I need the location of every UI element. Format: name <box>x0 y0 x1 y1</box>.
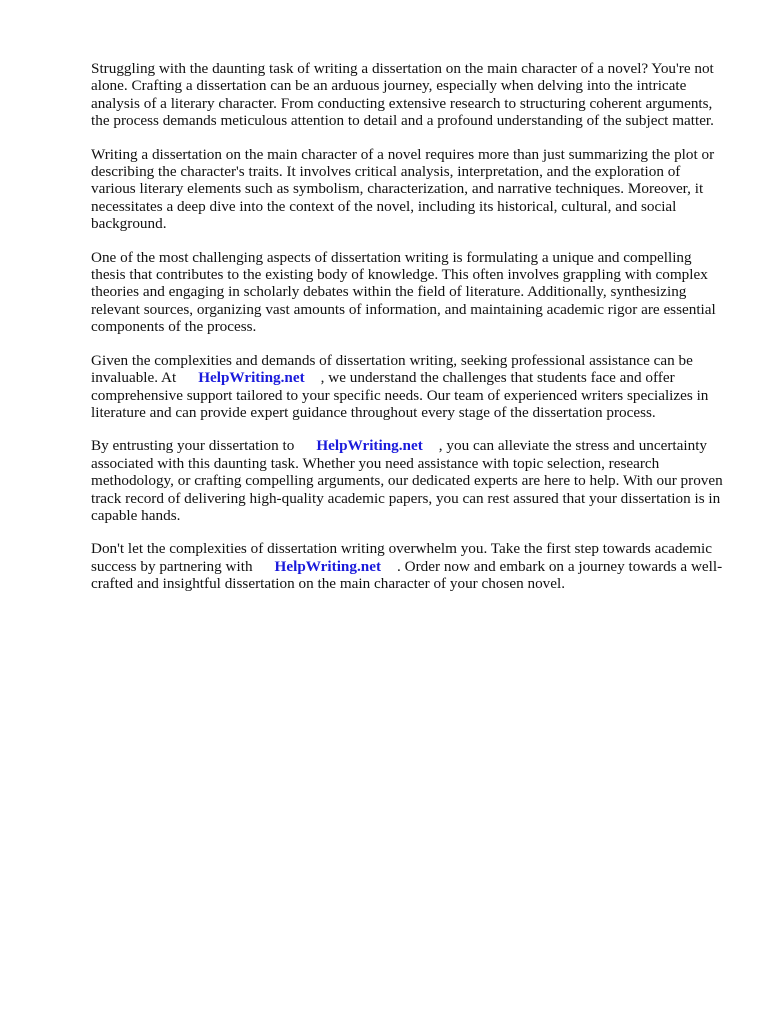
paragraph-assistance <box>91 352 725 422</box>
paragraph-intro: Struggling with the daunting task of writing a dissertation on the main character of a novel? You're not alone. Crafting a dissertation can be an arduous journey, especially when delving into the intricate analysis of a literary character. From conducting extensive research to structuring coherent arguments, the process demands meticulous attention to detail and a profound understanding of the subject matter. <box>91 60 714 130</box>
paragraph-assistance-text-after: , we understand the challenges that students face and offer comprehensive support tailored to your specific needs. Our team of experienced writers specializes in literature and can provide expert guidance throughout every stage of the dissertation process. <box>91 369 709 421</box>
paragraph-challenges: One of the most challenging aspects of dissertation writing is formulating a unique and compelling thesis that contributes to the existing body of knowledge. This often involves grappling with complex theories and engaging in scholarly debates within the field of literature. Additionally, synthesizing relevant sources, organizing vast amounts of information, and maintaining academic rigor are essential components of the process. <box>91 248 716 336</box>
document-body <box>91 60 725 609</box>
paragraph-requirements: Writing a dissertation on the main character of a novel requires more than just summarizing the plot or describing the character's traits. It involves critical analysis, interpretation, and the exploration of various literary elements such as symbolism, characterization, and narrative techniques. Moreover, it necessitates a deep dive into the context of the novel, including its historical, cultural, and social background. <box>91 145 715 233</box>
paragraph-assistance-text-before: Given the complexities and demands of dissertation writing, seeking professional assistance can be invaluable. At <box>91 351 693 387</box>
paragraph-entrusting-text-after: , you can alleviate the stress and uncertainty associated with this daunting task. Whether you need assistance with topic selection, research methodology, or crafting compelling arguments, our dedicated experts are here to help. With our proven track record of delivering high-quality academic papers, you can rest assured that your dissertation is in capable hands. <box>91 437 723 524</box>
paragraph-call-to-action-text-before: Don't let the complexities of dissertation writing overwhelm you. Take the first step towards academic success by partnering with <box>91 540 712 575</box>
paragraph-entrusting <box>91 437 725 524</box>
helpwriting-link[interactable]: HelpWriting.net <box>316 437 423 455</box>
paragraph-call-to-action <box>91 540 725 592</box>
paragraph-entrusting-text-before: By entrusting your dissertation to <box>91 437 295 455</box>
helpwriting-link[interactable]: HelpWriting.net <box>274 557 382 575</box>
paragraph-call-to-action-text-after: . Order now and embark on a journey towards a well-crafted and insightful dissertation on the main character of your chosen novel. <box>91 557 723 593</box>
helpwriting-link[interactable]: HelpWriting.net <box>198 369 305 387</box>
